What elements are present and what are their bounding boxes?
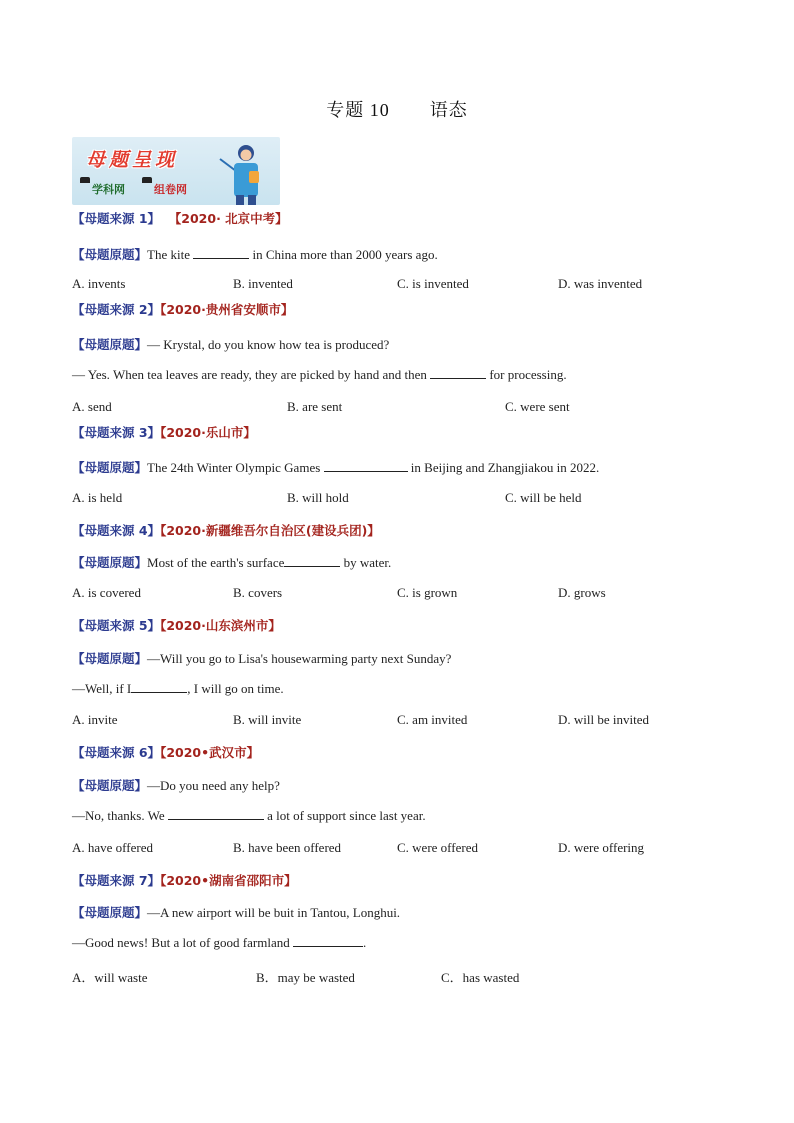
option-d: D. will be invited xyxy=(558,712,649,727)
option-c: C. were sent xyxy=(505,399,570,414)
question-source-2: 【母题来源 2】【2020·贵州省安顺市】 xyxy=(72,302,294,317)
option-c: C. am invited xyxy=(397,712,468,727)
title-main: 专题 10 xyxy=(326,100,390,120)
option-d: D. grows xyxy=(558,585,606,600)
question-stem-3: 【母题原题】The 24th Winter Olympic Games in Beijing and Zhangjiakou in 2022. xyxy=(72,460,600,475)
question-source-1: 【母题来源 1】 【2020· 北京中考】 xyxy=(72,211,288,226)
answer-blank xyxy=(293,935,363,947)
option-b: B. covers xyxy=(233,585,283,600)
option-b: B. invented xyxy=(233,276,293,291)
question-line-6b: —No, thanks. We a lot of support since last year. xyxy=(72,808,426,823)
teacher-figure-icon xyxy=(218,141,266,205)
answer-blank xyxy=(430,367,486,379)
option-c: C．has wasted xyxy=(441,970,520,985)
question-stem-5: 【母题原题】—Will you go to Lisa's housewarming party next Sunday? xyxy=(72,651,452,666)
question-source-6: 【母题来源 6】【2020•武汉市】 xyxy=(72,745,260,760)
question-source-4: 【母题来源 4】【2020·新疆维吾尔自治区(建设兵团)】 xyxy=(72,523,380,538)
option-b: B. have been offered xyxy=(233,840,342,855)
question-line-2b: — Yes. When tea leaves are ready, they are picked by hand and then for processing. xyxy=(72,367,567,382)
option-d: D. were offering xyxy=(558,840,645,855)
title-sub: 语态 xyxy=(429,100,468,120)
option-a: A. invite xyxy=(72,712,118,727)
question-line-5b: —Well, if I , I will go on time. xyxy=(72,681,284,696)
option-b: B．may be wasted xyxy=(256,970,355,985)
section-banner xyxy=(72,137,280,205)
answer-blank xyxy=(168,808,264,820)
banner-logo-right: 组卷网 xyxy=(154,183,187,196)
question-stem-1: 【母题原题】The kite in China more than 2000 years ago. xyxy=(72,247,438,262)
option-c: C. is invented xyxy=(397,276,469,291)
answer-blank xyxy=(324,460,408,472)
answer-blank xyxy=(284,555,340,567)
option-a: A. is covered xyxy=(72,585,141,600)
option-d: D. was invented xyxy=(558,276,643,291)
banner-logo-left: 学科网 xyxy=(92,183,125,196)
question-stem-2: 【母题原题】— Krystal, do you know how tea is produced? xyxy=(72,337,390,352)
option-a: A. invents xyxy=(72,276,126,291)
option-b: B. are sent xyxy=(287,399,343,414)
page-title xyxy=(0,96,794,122)
option-a: A. have offered xyxy=(72,840,153,855)
option-c: C. is grown xyxy=(397,585,458,600)
answer-blank xyxy=(131,681,187,693)
question-line-7b: —Good news! But a lot of good farmland . xyxy=(72,935,367,950)
question-stem-6: 【母题原题】—Do you need any help? xyxy=(72,778,280,793)
question-stem-4: 【母题原题】Most of the earth's surface by water. xyxy=(72,555,392,570)
option-a: A. send xyxy=(72,399,112,414)
graduation-cap-icon xyxy=(80,177,90,183)
option-a: A．will waste xyxy=(72,970,148,985)
question-source-3: 【母题来源 3】【2020·乐山市】 xyxy=(72,425,256,440)
answer-blank xyxy=(193,247,249,259)
question-source-7: 【母题来源 7】【2020•湖南省邵阳市】 xyxy=(72,873,297,888)
question-stem-7: 【母题原题】—A new airport will be buit in Tantou, Longhui. xyxy=(72,905,401,920)
option-c: C. were offered xyxy=(397,840,478,855)
question-source-5: 【母题来源 5】【2020·山东滨州市】 xyxy=(72,618,281,633)
graduation-cap-icon xyxy=(142,177,152,183)
option-b: B. will hold xyxy=(287,490,349,505)
banner-heading: 母题呈现 xyxy=(86,149,179,171)
option-a: A. is held xyxy=(72,490,123,505)
option-c: C. will be held xyxy=(505,490,582,505)
option-b: B. will invite xyxy=(233,712,302,727)
